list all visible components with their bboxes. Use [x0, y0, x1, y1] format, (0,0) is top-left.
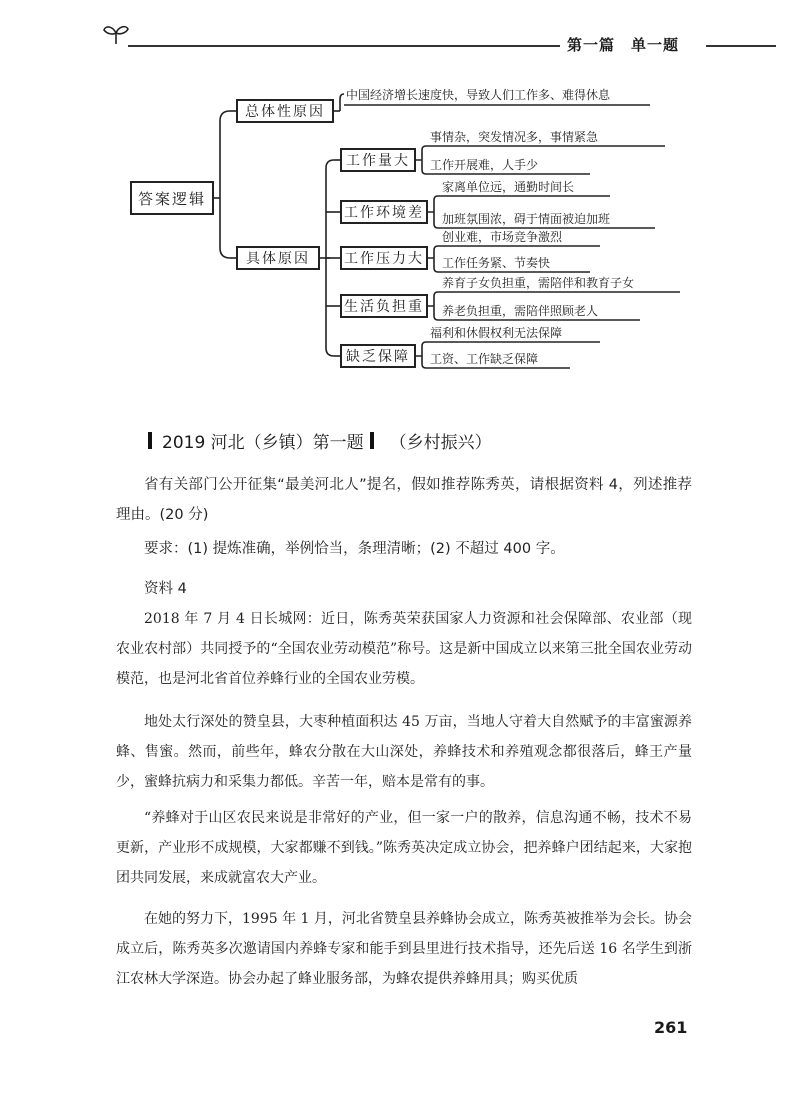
material-paragraph: “养蜂对于山区农民来说是非常好的产业，但一家一户的散养，信息沟通不畅，技术不易更新，产业形不成规模，大家都赚不到钱。”陈秀英决定成立协会，把养蜂户团结起来，大家抱团共同发展，来成就富农大产业。	[116, 810, 692, 886]
leaf-burden-1: 养育子女负担重，需陪伴和教育子女	[442, 276, 635, 290]
answer-logic-mindmap	[120, 88, 720, 388]
material-paragraph: 2018 年 7 月 4 日长城网：近日，陈秀英荣获国家人力资源和社会保障部、农业部（现农业农村部）共同授予的“全国农业劳动模范”称号。这是新中国成立以来第三批全国农业劳动模范，也是河北省首位养蜂行业的全国农业劳模。	[116, 611, 692, 687]
header-rule-left	[128, 45, 560, 47]
material-paragraph: 在她的努力下，1995 年 1 月，河北省赞皇县养蜂协会成立，陈秀英被推举为会长。协会成立后，陈秀英多次邀请国内养蜂专家和能手到县里进行技术指导，还先后送 16 名学生到浙江农林大学深造。协会办起了蜂业服务部，为蜂农提供养蜂用具；购买优质	[116, 911, 692, 987]
chapter-title: 第一篇 单一题	[567, 36, 680, 54]
question-text: 省有关部门公开征集“最美河北人”提名，假如推荐陈秀英，请根据资料 4，列述推荐理由。(20 分)	[116, 477, 692, 523]
section-tag: （乡村振兴）	[389, 432, 492, 453]
leaf-workload-2: 工作开展难，人手少	[430, 158, 539, 172]
material-paragraph: 地处太行深处的赞皇县，大枣种植面积达 45 万亩，当地人守着大自然赋予的丰富蜜源养蜂、售蜜。然而，前些年，蜂农分散在大山深处，养蜂技术和养殖观念都很落后，蜂王产量少，蜜蜂抗病力和采集力都低。辛苦一年，赔本是常有的事。	[116, 714, 692, 790]
heading-bar-left	[148, 432, 152, 449]
node-poor-environment: 工作环境差	[340, 200, 428, 224]
sprout-icon	[102, 22, 130, 46]
leaf-burden-2: 养老负担重，需陪伴照顾老人	[442, 304, 599, 318]
page-number: 261	[654, 1018, 688, 1037]
heading-bar-right	[370, 432, 374, 449]
mindmap-root: 答案逻辑	[130, 181, 214, 215]
node-heavy-burden: 生活负担重	[340, 294, 428, 318]
leaf-security-1: 福利和休假权利无法保障	[430, 326, 563, 340]
leaf-pressure-1: 创业难，市场竞争激烈	[442, 230, 563, 244]
leaf-workload-1: 事情杂，突发情况多，事情紧急	[430, 130, 599, 144]
leaf-environment-1: 家离单位远，通勤时间长	[442, 180, 575, 194]
node-high-pressure: 工作压力大	[340, 246, 428, 270]
node-specific-cause: 具体原因	[236, 246, 320, 270]
leaf-pressure-2: 工作任务紧、节奏快	[442, 256, 551, 270]
header-rule-right	[706, 45, 776, 47]
material-label: 资料 4	[144, 581, 187, 597]
mindmap-connectors	[120, 88, 720, 388]
section-title: 2019 河北（乡镇）第一题	[162, 432, 364, 453]
leaf-environment-2: 加班氛围浓，碍于情面被迫加班	[442, 212, 611, 226]
question-requirements: 要求：(1) 提炼准确，举例恰当，条理清晰；(2) 不超过 400 字。	[144, 541, 565, 557]
node-overall-cause: 总体性原因	[236, 99, 334, 123]
node-lack-security: 缺乏保障	[340, 344, 416, 368]
section-heading	[148, 429, 492, 451]
node-heavy-workload: 工作量大	[340, 148, 416, 172]
leaf-security-2: 工资、工作缺乏保障	[430, 352, 539, 366]
leaf-overall-cause: 中国经济增长速度快，导致人们工作多、难得休息	[346, 88, 611, 102]
page-header	[0, 0, 800, 70]
